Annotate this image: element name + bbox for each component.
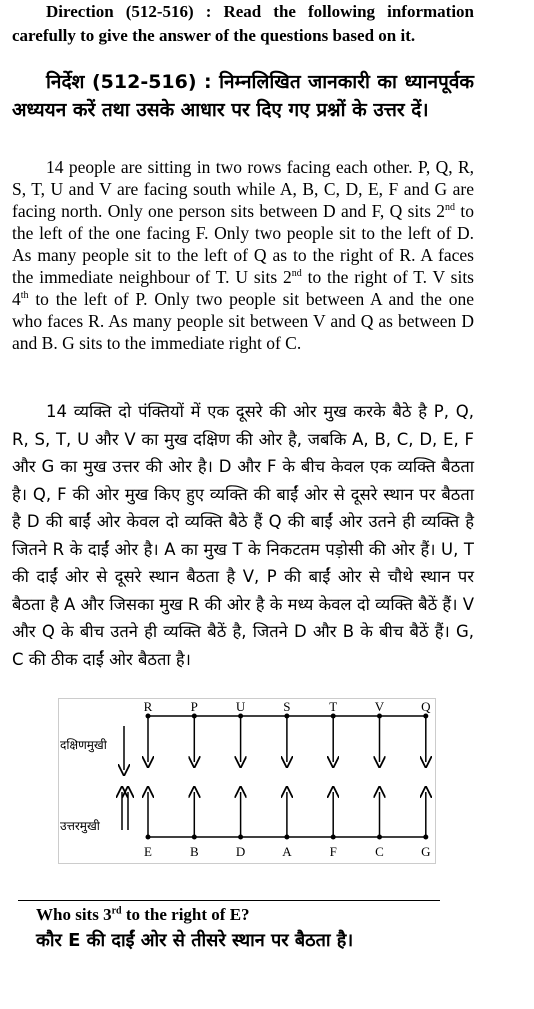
- seat-dot-u: [238, 714, 243, 719]
- direction-hindi: निर्देश (512-516) : निम्नलिखित जानकारी का ध्यानपूर्वक अध्ययन करें तथा उसके आधार पर दिए गए प्रश्नों के उत्तर दें।: [12, 71, 474, 121]
- seat-dot-e: [146, 835, 151, 840]
- seat-label-a: A: [282, 844, 292, 859]
- seat-dot-q: [423, 714, 428, 719]
- seat-dot-t: [331, 714, 336, 719]
- seat-dot-d: [238, 835, 243, 840]
- seat-label-f: F: [329, 844, 337, 859]
- seat-dot-c: [377, 835, 382, 840]
- question-hindi: कौर E की दाईं ओर से तीसरे स्थान पर बैठता है।: [36, 930, 354, 951]
- seat-label-c: C: [375, 844, 384, 859]
- seating-diagram: [58, 698, 436, 864]
- seat-label-r: R: [143, 699, 153, 714]
- south-facing-label: दक्षिणमुखी: [60, 738, 107, 752]
- seat-label-g: G: [421, 844, 431, 859]
- north-facing-row: [144, 792, 430, 859]
- seat-dot-f: [331, 835, 336, 840]
- seat-label-d: D: [235, 844, 246, 859]
- seat-label-b: B: [189, 844, 199, 859]
- seat-dot-b: [192, 835, 197, 840]
- seat-label-q: Q: [421, 699, 431, 714]
- seat-dot-r: [146, 714, 151, 719]
- puzzle-paragraph-hindi: 14 व्यक्ति दो पंक्तियों में एक दूसरे की ओर मुख करके बैठे है P, Q, R, S, T, U और V का मुख दक्षिण की ओर है, जबकि A, B, C, D, E, F और G का मुख उत्तर की ओर है। D और F के बीच केवल एक व्यक्ति बैठता है। Q, F की ओर मुख किए हुए व्यक्ति की बाईं ओर से दूसरे स्थान पर बैठता है D की बाईं ओर केवल दो व्यक्ति बैठे हैं Q की बाईं ओर उतने ही व्यक्ति है जितने R के दाईं ओर है। A का मुख T के निकटतम पड़ोसी की ओर हैं। U, T की दाईं ओर से दूसरे स्थान बैठता है V, P की बाईं ओर से चौथे स्थान पर बैठता है A और जिसका मुख R की ओर है के मध्य केवल दो व्यक्ति बैठें हैं। V और Q के बीच उतने ही व्यक्ति बैठें है, जितने D और B के बीच बैठें हैं। G, C की ठीक दाईं ओर बैठता है।: [12, 402, 474, 669]
- seat-dot-a: [284, 835, 289, 840]
- divider: [18, 900, 440, 901]
- seat-label-v: V: [374, 699, 385, 714]
- seat-label-p: P: [190, 699, 198, 714]
- seat-label-e: E: [144, 844, 152, 859]
- seat-label-s: S: [283, 699, 291, 714]
- seat-dot-s: [284, 714, 289, 719]
- seat-dot-v: [377, 714, 382, 719]
- puzzle-paragraph-english: 14 people are sitting in two rows facing each other. P, Q, R, S, T, U and V are facing south while A, B, C, D, E, F and G are facing north. Only one person sits between D and F, Q sits 2nd to the left of the one facing F. Only two people sit to the left of D. As many people sit to the left of Q as to the right of R. A faces the immediate neighbour of T. U sits 2nd to the right of T. V sits 4th to the left of P. Only two people sit between A and the one who faces R. As many people sit between V and Q as between D and B. G sits to the immediate right of C.: [12, 157, 474, 353]
- north-facing-label: उत्तरमुखी: [60, 819, 100, 833]
- question-english: Who sits 3rd to the right of E?: [36, 905, 250, 924]
- seat-label-t: T: [329, 699, 338, 714]
- seat-dot-g: [423, 835, 428, 840]
- seat-dot-p: [192, 714, 197, 719]
- south-facing-row: [144, 699, 431, 762]
- seat-label-u: U: [235, 699, 246, 714]
- direction-english: Direction (512-516) : Read the following information carefully to give the answer of the questions based on it.: [12, 2, 474, 45]
